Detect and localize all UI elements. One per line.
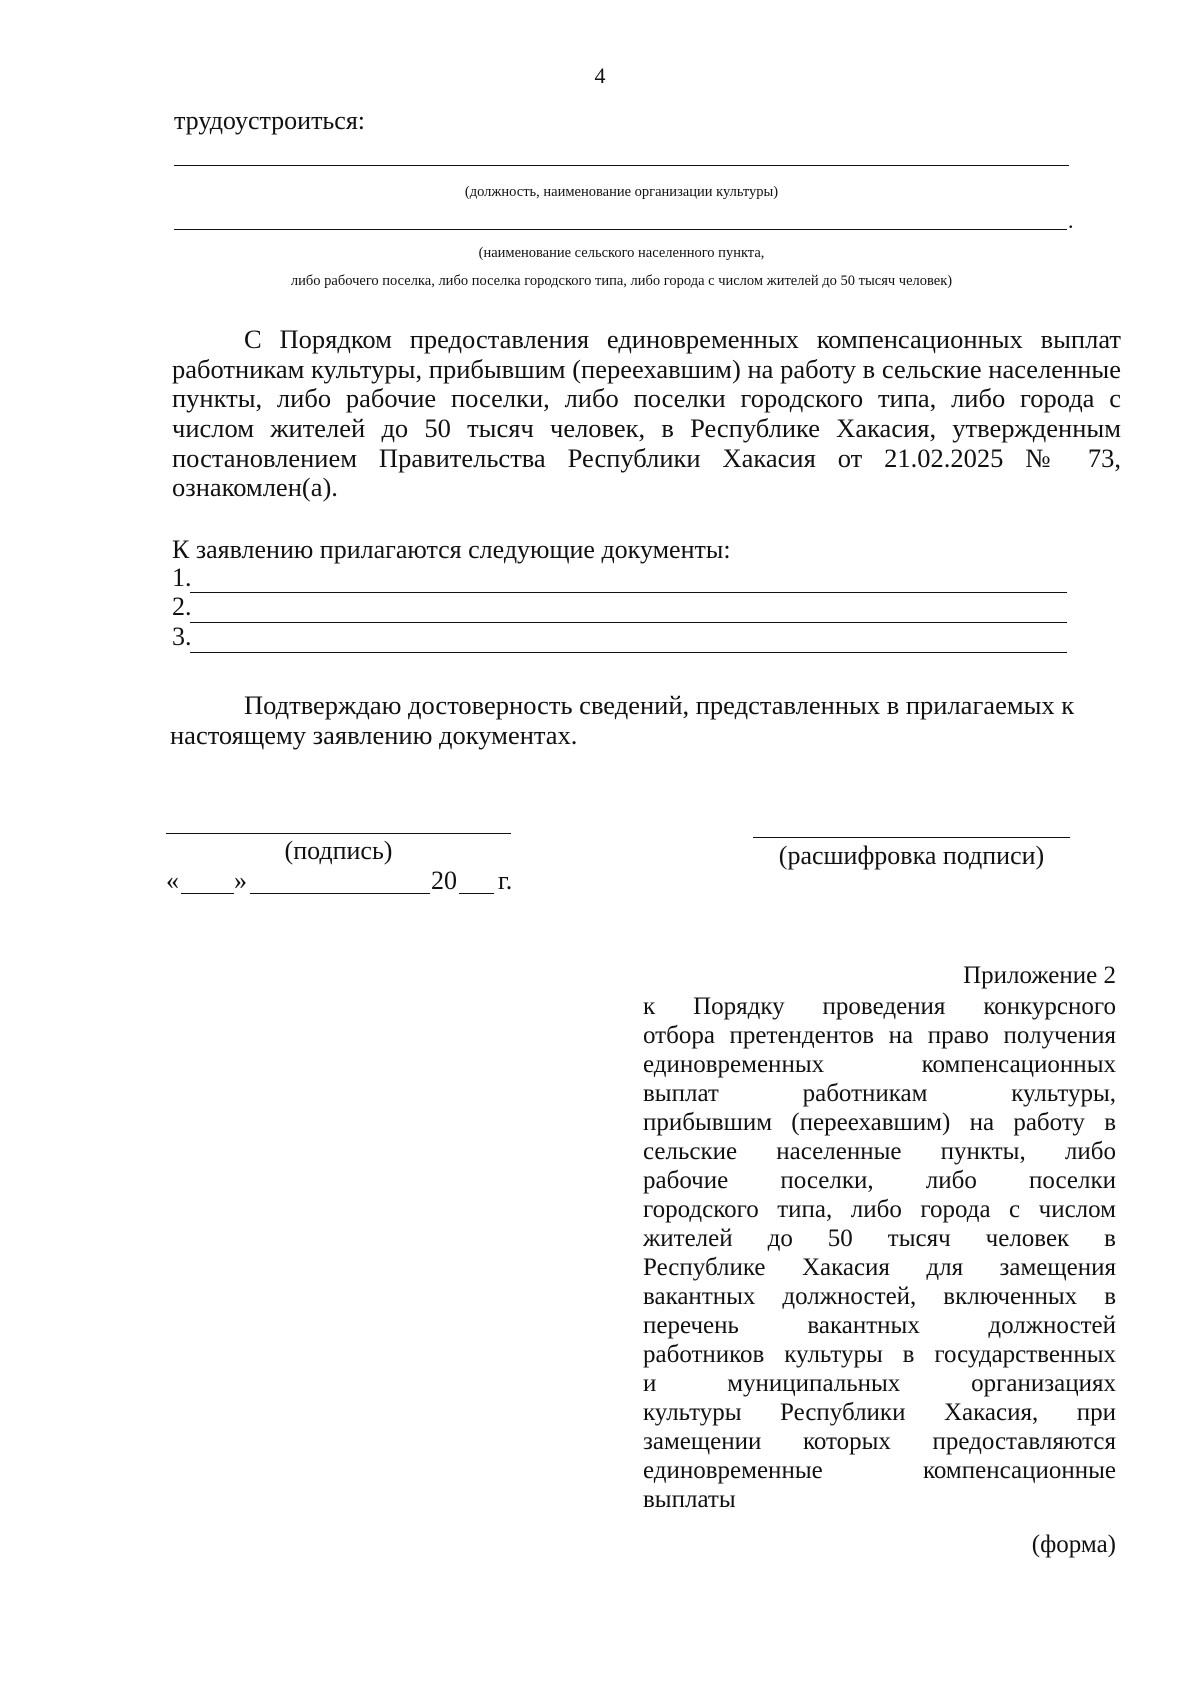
appendix-line-5: прибывшим (переехавшим) на работу в: [643, 1109, 1116, 1136]
appendix-line-18: выплаты: [643, 1486, 736, 1513]
attachment-blank-3: [190, 652, 1067, 653]
signature-decode-caption: (расшифровка подписи): [778, 841, 1045, 870]
attachment-number-2: 2.: [172, 592, 192, 621]
appendix-line-8: городского типа, либо города с числом: [643, 1196, 1116, 1223]
page-number: 4: [594, 63, 606, 88]
signature-line: [166, 833, 511, 834]
signature-decode-line: [753, 837, 1070, 838]
appendix-line-11: вакантных должностей, включенных в: [643, 1283, 1116, 1310]
appendix-line-1: к Порядку проведения конкурсного: [643, 993, 1116, 1020]
appendix-line-12: перечень вакантных должностей: [643, 1312, 1116, 1339]
attachment-number-3: 3.: [172, 622, 192, 651]
appendix-line-3: единовременных компенсационных: [643, 1051, 1116, 1078]
date-year-prefix: 20: [431, 866, 457, 895]
acknowledgement-line-6: ознакомлен(а).: [172, 472, 338, 502]
acknowledgement-line-3: пункты, либо рабочие поселки, либо поселки городского типа, либо города с: [172, 383, 1121, 413]
acknowledgement-line-1: С Порядком предоставления единовременных компенсационных выплат: [244, 324, 1121, 354]
appendix-line-14: и муниципальных организациях: [643, 1370, 1116, 1397]
appendix-line-13: работников культуры в государственных: [643, 1341, 1116, 1368]
appendix-line-17: единовременные компенсационные: [643, 1457, 1116, 1484]
attachment-number-1: 1.: [172, 563, 192, 592]
place-caption-2: либо рабочего поселка, либо поселка городского типа, либо города с числом жителей до 50 тысяч человек): [290, 273, 953, 289]
attachments-heading: К заявлению прилагаются следующие документы:: [172, 535, 731, 564]
appendix-line-16: замещении которых предоставляются: [643, 1428, 1116, 1455]
appendix-line-2: отбора претендентов на право получения: [643, 1022, 1116, 1049]
attachment-blank-2: [190, 622, 1067, 623]
place-caption-1: (наименование сельского населенного пункта,: [478, 245, 765, 261]
confirmation-line-1: Подтверждаю достоверность сведений, представленных в прилагаемых к: [244, 690, 1075, 720]
lead-text: трудоустроиться:: [174, 106, 366, 135]
acknowledgement-line-4: числом жителей до 50 тысяч человек, в Республике Хакасия, утвержденным: [172, 413, 1121, 443]
appendix-line-4: выплат работникам культуры,: [643, 1080, 1116, 1107]
date-year-blank: [459, 893, 494, 894]
appendix-line-15: культуры Республики Хакасия, при: [643, 1399, 1116, 1426]
date-month-blank: [250, 893, 430, 894]
place-line-period: .: [1068, 208, 1074, 233]
acknowledgement-line-2: работникам культуры, прибывшим (переехавшим) на работу в сельские населенные: [172, 354, 1121, 384]
appendix-line-7: рабочие поселки, либо поселки: [643, 1167, 1116, 1194]
attachment-blank-1: [190, 592, 1067, 593]
place-blank-line: [174, 229, 1067, 230]
date-open-quote: «: [166, 866, 179, 895]
appendix-line-9: жителей до 50 тысяч человек в: [643, 1225, 1116, 1252]
date-day-blank: [181, 893, 234, 894]
date-close-quote: »: [234, 866, 247, 895]
date-year-suffix: г.: [498, 866, 513, 895]
form-label: (форма): [1031, 1531, 1116, 1558]
position-caption: (должность, наименование организации культуры): [464, 184, 779, 200]
confirmation-line-2: настоящему заявлению документах.: [170, 720, 578, 750]
signature-caption: (подпись): [284, 836, 393, 865]
appendix-line-6: сельские населенные пункты, либо: [643, 1138, 1116, 1165]
appendix-line-10: Республике Хакасия для замещения: [643, 1254, 1116, 1281]
appendix-title: Приложение 2: [963, 962, 1116, 989]
acknowledgement-line-5: постановлением Правительства Республики Хакасия от 21.02.2025 № 73,: [172, 443, 1121, 473]
position-blank-line: [174, 165, 1069, 166]
